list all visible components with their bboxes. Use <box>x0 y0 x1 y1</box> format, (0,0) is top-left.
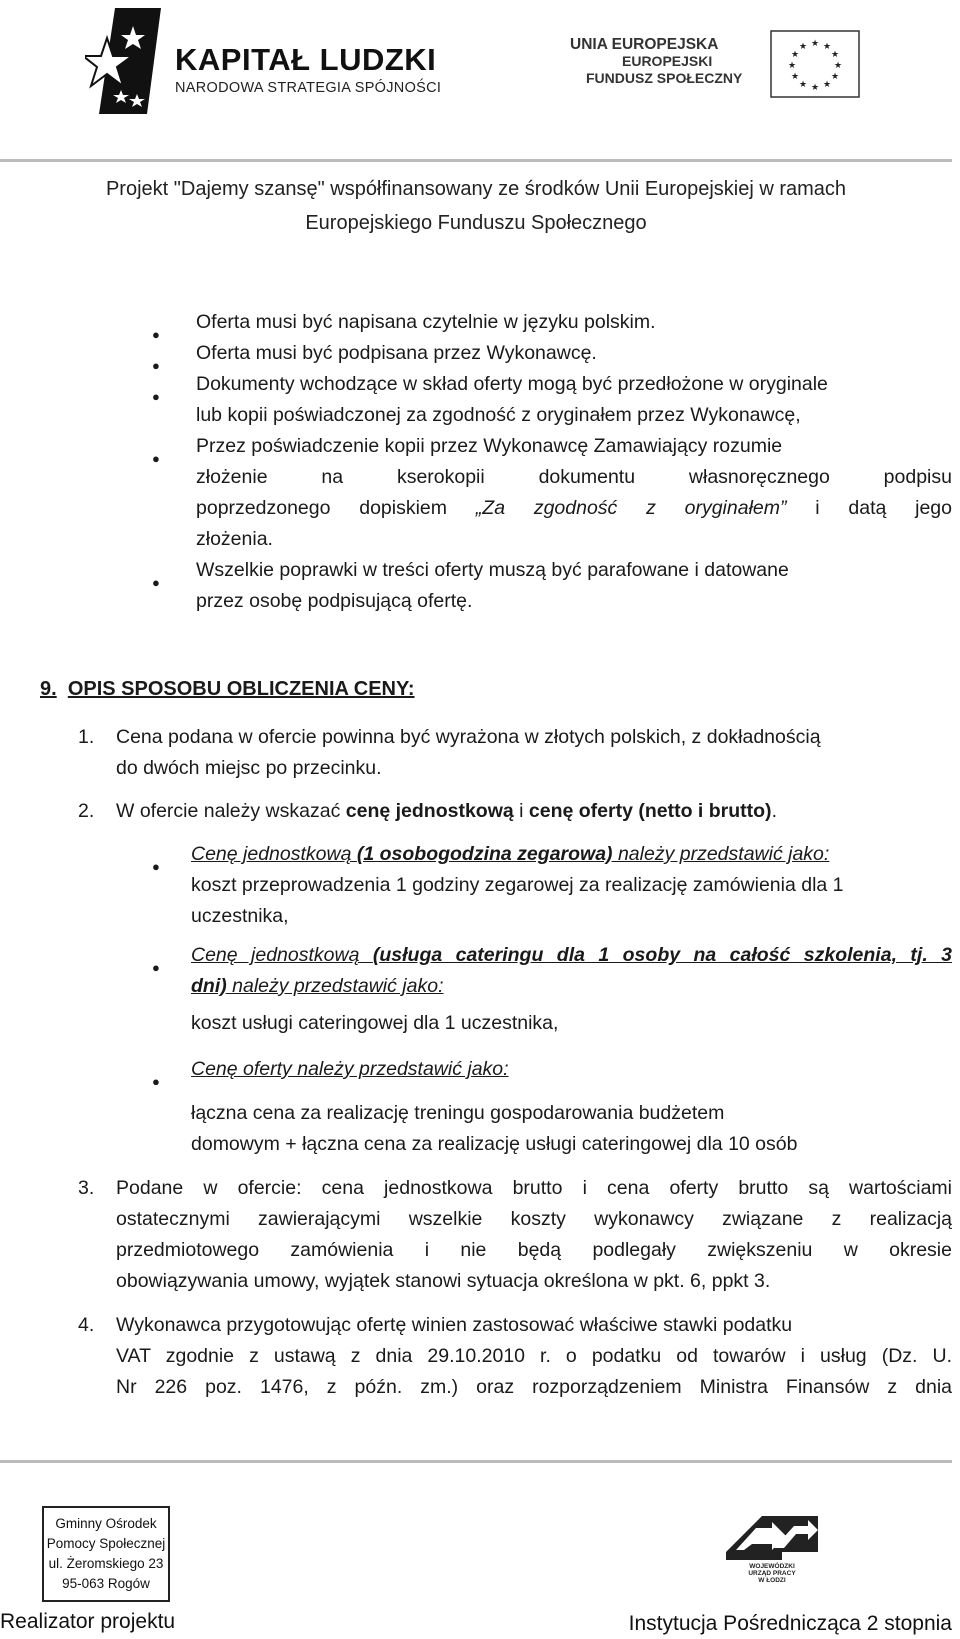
sub-item-continuation <box>191 971 952 1002</box>
project-header <box>0 172 952 240</box>
ue-line-1: UNIA EUROPEJSKA <box>570 36 719 53</box>
sub-item <box>191 940 952 971</box>
bold-italic-run: dni) <box>191 975 227 997</box>
ue-line-3: FUNDUSZ SPOŁECZNY <box>586 70 743 86</box>
bold-run: cenę oferty (netto i brutto) <box>528 800 772 822</box>
svg-text:★: ★ <box>790 72 800 82</box>
sub-item <box>191 1054 952 1085</box>
project-line-2: Europejskiego Funduszu Społecznego <box>305 212 647 234</box>
svg-text:★: ★ <box>822 80 832 90</box>
svg-text:★: ★ <box>830 72 840 82</box>
bullet-icon: ● <box>152 451 160 466</box>
realizator-label: Realizator projektu <box>0 1610 176 1633</box>
svg-text:★: ★ <box>830 50 840 60</box>
ue-logo-text <box>570 36 742 87</box>
list-item-continuation: VAT zgodnie z ustawą z dnia 29.10.2010 r. o podatku od towarów i usług (Dz. U. <box>116 1345 952 1367</box>
italic-run: należy przedstawić jako: <box>612 843 830 865</box>
wup-line: W ŁODZI <box>758 1577 786 1584</box>
wup-logo-text <box>722 1563 822 1584</box>
sub-item-continuation: domowym + łączna cena za realizację usługi cateringowej dla 10 osób <box>191 1133 798 1155</box>
list-item: Przez poświadczenie kopii przez Wykonawcę Zamawiający rozumie <box>196 435 783 457</box>
svg-text:★: ★ <box>810 39 820 49</box>
eu-flag-icon <box>770 30 860 98</box>
svg-text:★: ★ <box>798 80 808 90</box>
address-line: 95-063 Rogów <box>62 1576 150 1591</box>
list-item: Oferta musi być podpisana przez Wykonawcę. <box>196 342 597 364</box>
bullet-icon: ● <box>152 327 160 342</box>
list-item-continuation: Nr 226 poz. 1476, z późn. zm.) oraz rozporządzeniem Ministra Finansów z dnia <box>116 1376 952 1398</box>
item-number: 3. <box>78 1177 95 1199</box>
bold-run: cenę jednostkową <box>345 800 514 822</box>
bold-italic-run: (usługa cateringu dla 1 osoby na całość szkolenia, tj. 3 <box>372 944 952 966</box>
list-item-continuation <box>196 493 952 524</box>
bullet-icon: ● <box>152 859 160 874</box>
section-number: 9. <box>40 678 57 700</box>
list-item: Wykonawca przygotowując ofertę winien zastosować właściwe stawki podatku <box>116 1314 793 1336</box>
list-item: Oferta musi być napisana czytelnie w języku polskim. <box>196 311 656 333</box>
list-item <box>116 796 952 827</box>
italic-run: Cenę jednostkową <box>191 843 357 865</box>
wup-line: URZĄD PRACY <box>748 1570 796 1577</box>
list-item-continuation: złożenia. <box>196 528 273 550</box>
bullet-icon: ● <box>152 1074 160 1089</box>
svg-text:★: ★ <box>790 50 800 60</box>
item-number: 4. <box>78 1314 95 1336</box>
italic-run: Cenę jednostkową <box>191 944 373 966</box>
list-item: Cena podana w ofercie powinna być wyrażona w złotych polskich, z dokładnością <box>116 726 821 748</box>
address-line: ul. Żeromskiego 23 <box>48 1556 164 1571</box>
sub-item-continuation: koszt usługi cateringowej dla 1 uczestnika, <box>191 1012 559 1034</box>
sub-item-continuation: uczestnika, <box>191 905 289 927</box>
wup-line: WOJEWÓDZKI <box>749 1563 795 1570</box>
bullet-icon: ● <box>152 389 160 404</box>
text-run: W ofercie należy wskazać <box>116 800 346 822</box>
kapital-ludzki-subtitle: NARODOWA STRATEGIA SPÓJNOŚCI <box>175 80 442 96</box>
sub-item-continuation: koszt przeprowadzenia 1 godziny zegarowej za realizację zamówienia dla 1 <box>191 874 844 896</box>
list-item-continuation: obowiązywania umowy, wyjątek stanowi sytuacja określona w pkt. 6, ppkt 3. <box>116 1270 771 1292</box>
footer-divider <box>0 1460 952 1463</box>
list-item: Dokumenty wchodzące w skład oferty mogą być przedłożone w oryginale <box>196 373 828 395</box>
intermediate-institution-label: Instytucja Pośrednicząca 2 stopnia <box>628 1612 952 1635</box>
item-number: 2. <box>78 800 95 822</box>
text-run: i datą jego <box>786 497 952 519</box>
ue-line-2: EUROPEJSKI <box>622 53 713 69</box>
italic-quote: „Za zgodność z oryginałem” <box>475 497 787 519</box>
section-title: OPIS SPOSOBU OBLICZENIA CENY: <box>67 678 415 700</box>
kapital-ludzki-emblem-icon <box>85 4 175 122</box>
address-line: Pomocy Społecznej <box>46 1536 166 1551</box>
list-item-continuation: przedmiotowego zamówienia i nie będą podlegały zwiększeniu w okresie <box>116 1239 952 1261</box>
text-run: i <box>513 800 529 822</box>
svg-text:★: ★ <box>822 42 832 52</box>
bullet-icon: ● <box>152 358 160 373</box>
text-run: . <box>771 800 777 822</box>
italic-run: należy przedstawić jako: <box>226 975 444 997</box>
svg-text:★: ★ <box>798 42 808 52</box>
kapital-ludzki-title: KAPITAŁ LUDZKI <box>175 42 437 77</box>
svg-text:★: ★ <box>787 61 797 71</box>
svg-text:★: ★ <box>810 83 820 93</box>
header-divider <box>0 159 952 162</box>
sub-item <box>191 839 952 870</box>
list-item: Wszelkie poprawki w treści oferty muszą być parafowane i datowane <box>196 559 789 581</box>
project-line-1: Projekt "Dajemy szansę" współfinansowany ze środków Unii Europejskiej w ramach <box>105 178 847 200</box>
realizator-address-box <box>42 1506 170 1602</box>
section-heading <box>40 678 415 701</box>
list-item-continuation: przez osobę podpisującą ofertę. <box>196 590 473 612</box>
list-item-continuation: ostatecznymi zawierającymi wszelkie koszty wykonawcy związane z realizacją <box>116 1208 952 1230</box>
sub-item-continuation: łączna cena za realizację treningu gospodarowania budżetem <box>191 1102 725 1124</box>
list-item-continuation: złożenie na kserokopii dokumentu własnoręcznego podpisu <box>196 466 952 488</box>
list-item-continuation: lub kopii poświadczonej za zgodność z oryginałem przez Wykonawcę, <box>196 404 801 426</box>
bold-italic-run: (1 osobogodzina zegarowa) <box>356 843 613 865</box>
bullet-icon: ● <box>152 960 160 975</box>
text-run: poprzedzonego dopiskiem <box>196 497 476 519</box>
list-item-continuation: do dwóch miejsc po przecinku. <box>116 757 382 779</box>
bullet-icon: ● <box>152 575 160 590</box>
item-number: 1. <box>78 726 95 748</box>
list-item: Podane w ofercie: cena jednostkowa brutto i cena oferty brutto są wartościami <box>116 1177 952 1199</box>
svg-text:★: ★ <box>833 61 843 71</box>
italic-run: Cenę oferty należy przedstawić jako: <box>191 1058 509 1080</box>
kapital-ludzki-logo <box>85 4 465 122</box>
address-line: Gminny Ośrodek <box>55 1516 157 1531</box>
